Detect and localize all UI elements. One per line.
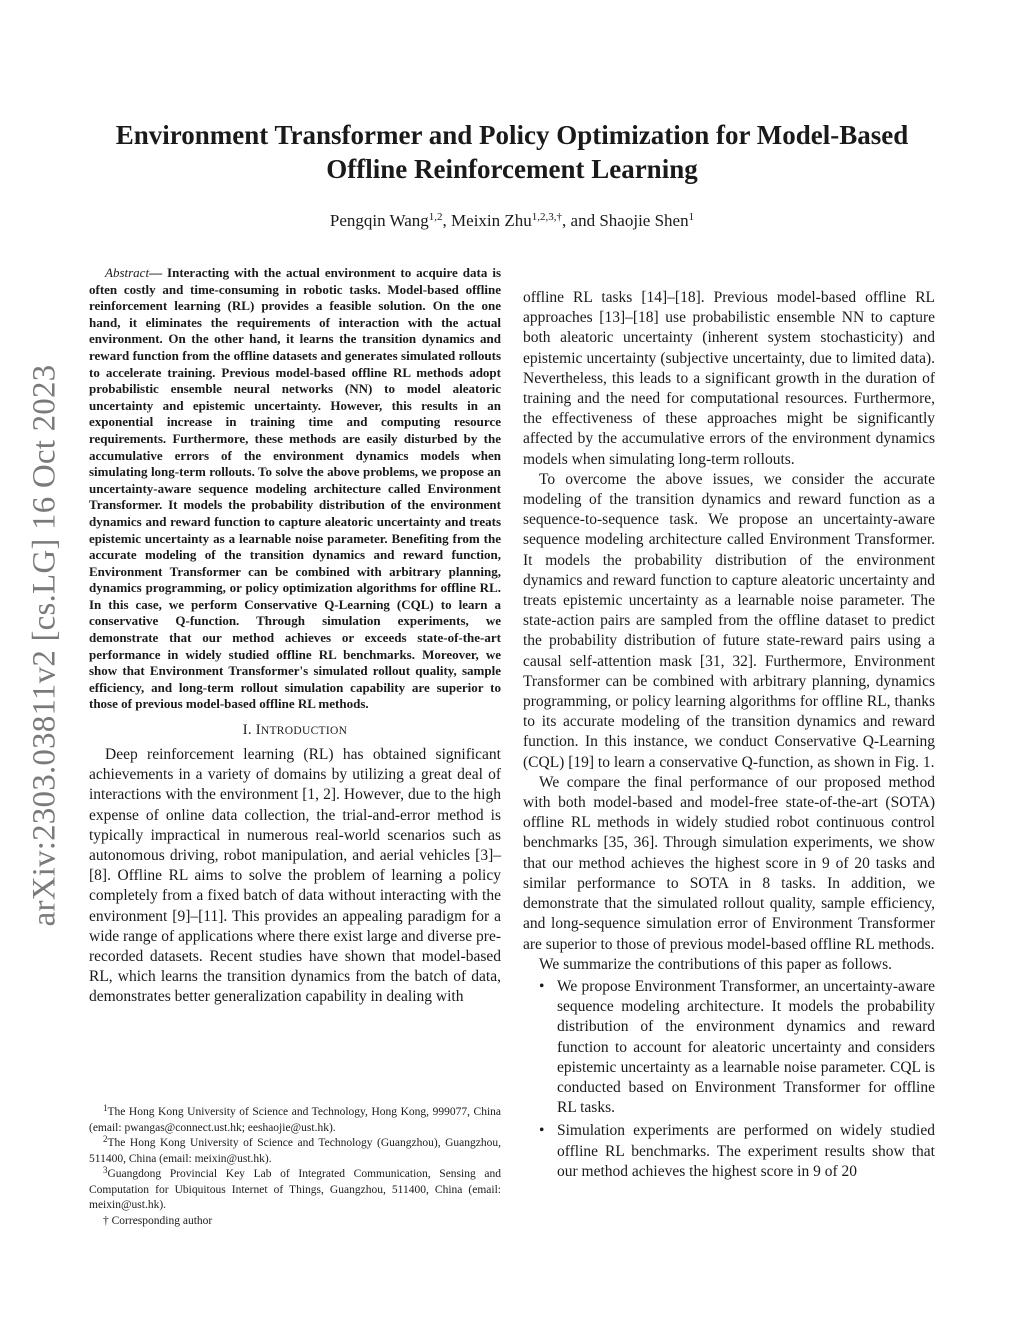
- footnote-3-mark: 3: [103, 1165, 108, 1175]
- contribution-item-2: [523, 1121, 935, 1182]
- intro-paragraph-1: Deep reinforcement learning (RL) has obtained significant achievements in a variety of domains by utilizing a great deal of interactions with the environment [1, 2]. However, due to the high expense of online data collection, the trial-and-error method is typically impractical in numerous real-world scenarios such as autonomous driving, robot manipulation, and aerial vehicles [3]–[8]. Offline RL aims to solve the problem of learning a policy completely from a fixed batch of data without interacting with the environment [9]–[11]. This provides an appealing paradigm for a wide range of applications where there exist large and diverse pre-recorded datasets. Recent studies have shown that model-based RL, which learns the transition dynamics from the batch of data, demonstrates better generalization capability in dealing with: [89, 746, 502, 1006]
- footnote-1-mark: 1: [103, 1103, 108, 1113]
- footnote-2: [89, 1136, 501, 1167]
- left-column: [89, 265, 501, 1008]
- title-line-2: Offline Reinforcement Learning: [326, 154, 698, 184]
- footnote-corresponding: [89, 1214, 501, 1230]
- arxiv-side-stamp: [20, 345, 70, 945]
- abstract: [89, 265, 501, 713]
- paper-title: [90, 118, 934, 186]
- right-paragraph-1: offline RL tasks [14]–[18]. Previous model-based offline RL approaches [13]–[18] use probabilistic ensemble NN to capture both aleatoric uncertainty (inherent system stochasticity) and epistemic uncertainty (subjective uncertainty, due to limited data). Nevertheless, this leads to a significant growth in the duration of training and the need for computational resources. Furthermore, the effectiveness of these approaches might be significantly affected by the accumulative errors of the environment dynamics models when simulating long-term rollouts.: [523, 289, 935, 468]
- footnote-2-text: The Hong Kong University of Science and Technology (Guangzhou), Guangzhou, 511400, China (email: meixin@ust.hk).: [89, 1137, 501, 1165]
- section-heading-introduction: [89, 722, 501, 739]
- right-column: [523, 288, 935, 1185]
- contribution-list: [523, 977, 935, 1182]
- right-paragraph-2: To overcome the above issues, we consider the accurate modeling of the transition dynamics and reward function as a sequence-to-sequence task. We propose an uncertainty-aware sequence modeling architecture called Environment Transformer. It models the probability distribution of the environment dynamics and reward function to capture aleatoric uncertainty and treats epistemic uncertainty as a learnable noise parameter. The state-action pairs are sampled from the offline dataset to predict the probability distribution of future state-reward pairs using a causal self-attention mask [31, 32]. Furthermore, Environment Transformer can be combined with arbitrary planning, dynamics programming, or policy learning algorithms for offline RL, thanks to its accurate modeling of the transition dynamics and reward function. In this instance, we conduct Conservative Q-Learning (CQL) [19] to learn a conservative Q-function, as shown in Fig. 1.: [523, 470, 935, 771]
- author-list: [90, 210, 934, 232]
- footnote-2-mark: 2: [103, 1134, 108, 1144]
- author-3-name: , and Shaojie Shen: [562, 211, 689, 230]
- arxiv-identifier: arXiv:2303.03811v2 [cs.LG] 16 Oct 2023: [26, 364, 63, 926]
- right-paragraph-4: We summarize the contributions of this paper as follows.: [539, 955, 893, 973]
- bullet-icon: •: [539, 1122, 545, 1140]
- right-paragraph-3: We compare the final performance of our proposed method with both model-based and model-free state-of-the-art (SOTA) offline RL methods in widely studied robot continuous control benchmarks [35, 36]. Through simulation experiments, we show that our method achieves the highest score in 9 of 20 tasks and similar performance to SOTA in 8 tasks. In addition, we demonstrate that the simulated rollout quality, sample efficiency, and long-sequence simulation error of Environment Transformer are superior to those of previous model-based offline RL methods.: [523, 773, 935, 953]
- bullet-icon: •: [539, 977, 545, 995]
- footnote-corresponding-text: † Corresponding author: [103, 1214, 213, 1227]
- title-line-1: Environment Transformer and Policy Optimization for Model-Based: [115, 120, 909, 150]
- section-smallcaps: NTRODUCTION: [260, 725, 348, 738]
- abstract-text: — Interacting with the actual environment to acquire data is often costly and time-consuming in robotic tasks. Model-based offline reinforcement learning (RL) provides a feasible solution. On the one hand, it eliminates the requirements of interaction with the actual environment. On the other hand, it learns the transition dynamics and reward function from the offline datasets and generates simulated rollouts to accelerate training. Previous model-based offline RL methods adopt probabilistic ensemble neural networks (NN) to model aleatoric uncertainty and epistemic uncertainty. However, this results in an exponential increase in training time and computing resource requirements. Furthermore, these methods are easily disturbed by the accumulative errors of the environment dynamics models when simulating long-term rollouts. To solve the above problems, we propose an uncertainty-aware sequence modeling architecture called Environment Transformer. It models the probability distribution of the environment dynamics and reward function to capture aleatoric uncertainty and treats epistemic uncertainty as a learnable noise parameter. Benefiting from the accurate modeling of the transition dynamics and reward function, Environment Transformer can be combined with arbitrary planning, dynamics programming, or policy optimization algorithms for offline RL. In this case, we perform Conservative Q-Learning (CQL) to learn a conservative Q-function. Through simulation experiments, we demonstrate that our method achieves or exceeds state-of-the-art performance in widely studied offline RL benchmarks. Moreover, we show that Environment Transformer's simulated rollout quality, sample efficiency, and long-term rollout simulation capability are superior to those of previous model-based offline RL methods.: [89, 265, 501, 712]
- contribution-item-2-text: Simulation experiments are performed on widely studied offline RL benchmarks. The experiment results show that our method achieves the highest score in 9 of 20: [557, 1122, 935, 1180]
- abstract-label: Abstract: [105, 265, 150, 280]
- author-3-affil: 1: [688, 211, 695, 223]
- section-numeral: I. I: [242, 722, 261, 739]
- footnote-1-text: The Hong Kong University of Science and Technology, Hong Kong, 999077, China (email: pwangas@connect.ust.hk; eeshaojie@ust.hk).: [89, 1106, 501, 1134]
- author-1-affil: 1,2: [428, 211, 443, 223]
- author-2-name: , Meixin Zhu: [442, 211, 532, 230]
- footnote-3-text: Guangdong Provincial Key Lab of Integrated Communication, Sensing and Computation for Ubiquitous Internet of Things, Guangzhou, 511400, China (email: meixin@ust.hk).: [89, 1168, 501, 1211]
- footnote-1: [89, 1105, 501, 1136]
- footnotes: [89, 1105, 501, 1229]
- contribution-item-1-text: We propose Environment Transformer, an uncertainty-aware sequence modeling architecture. It models the probability distribution of the environment dynamics and reward function to account for aleatoric uncertainty and considers epistemic uncertainty as a learnable noise parameter. CQL is conducted based on Environment Transformer for offline RL tasks.: [557, 977, 935, 1117]
- author-1-name: Pengqin Wang: [329, 211, 429, 230]
- author-2-affil: 1,2,3,†: [531, 211, 563, 223]
- footnote-3: [89, 1167, 501, 1214]
- contribution-item-1: [523, 977, 935, 1118]
